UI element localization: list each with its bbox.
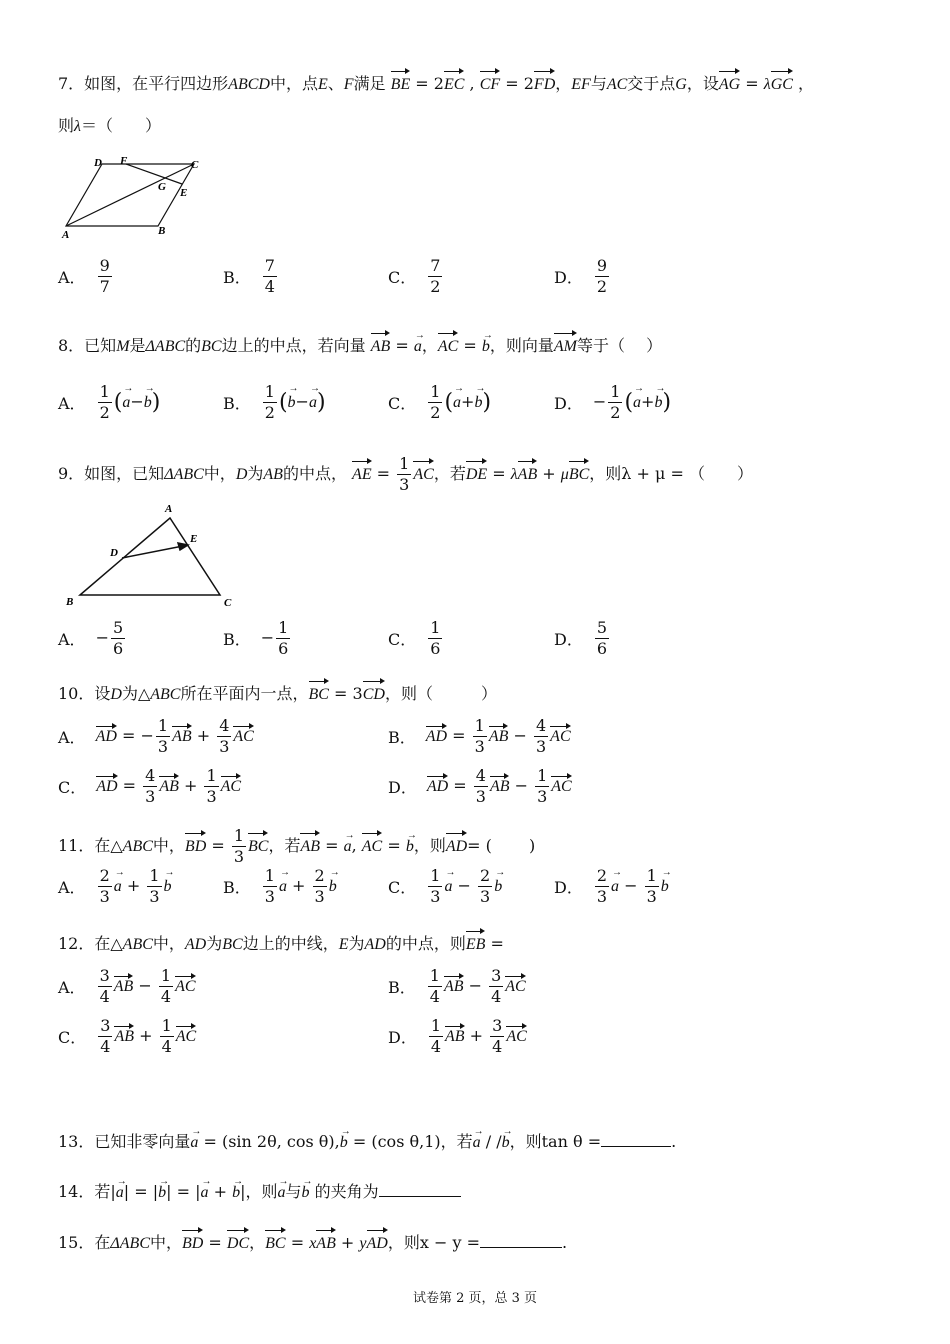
q11-option-c[interactable]: C． $\frac{1}{3}$ → a − $\frac{2}{3}$ → b	[388, 868, 502, 905]
question-7-parallelogram-figure	[58, 152, 208, 240]
q8-option-d[interactable]: D． − $\frac{1}{2}$ (→ a+→ b)	[554, 384, 671, 421]
q10-option-c[interactable]: C． AD = $\frac{4}{3}$ AB + $\frac{1}{3}$ AC	[58, 766, 242, 806]
q7-option-b[interactable]: B． $\frac{7}{4}$	[223, 256, 275, 296]
question-9-triangle-figure	[62, 500, 242, 612]
question-7-stem: 7．如图，在平行四边形ABCD中，点E、F满足 BE = 2EC , CF = 2FD，EF与AC交于点G，设AG = λGC ，	[58, 70, 910, 97]
q10-option-a[interactable]: A． AD = − $\frac{1}{3}$ AB + $\frac{4}{3}$ AC	[58, 716, 254, 756]
q7-option-d[interactable]: D． $\frac{9}{2}$	[554, 256, 608, 296]
question-9-stem: 9．如图，已知ΔABC中，D为AB的中点， AE = $\frac{1}{3}$ AC，若DE = λAB + μBC，则λ + μ = （ ）	[58, 454, 753, 494]
q7-option-c[interactable]: C． $\frac{7}{2}$	[388, 256, 441, 296]
label-E: E	[190, 533, 198, 545]
question-13-stem: 13．已知非零向量→ a = (sin 2θ, cos θ),→ b = (cos θ,1)，若→ a / /→ b，则tan θ = .	[58, 1130, 910, 1155]
q11-option-b[interactable]: B． $\frac{1}{3}$ → a + $\frac{2}{3}$ → b	[223, 868, 337, 905]
q8-option-c[interactable]: C． $\frac{1}{2}$ (→ a+→ b)	[388, 384, 491, 421]
q9-option-b[interactable]: B． − $\frac{1}{6}$	[223, 618, 289, 658]
label-D: D	[110, 547, 118, 559]
label-C: C	[224, 597, 232, 609]
q13-answer-blank[interactable]	[601, 1132, 671, 1147]
question-7-line2: 则λ＝（ ）	[58, 116, 161, 135]
label-B: B	[66, 596, 74, 608]
label-A: A	[165, 503, 173, 515]
q12-option-a[interactable]: A． $\frac{3}{4}$ AB − $\frac{1}{4}$ AC	[58, 966, 196, 1006]
q11-option-a[interactable]: A． $\frac{2}{3}$ → a + $\frac{1}{3}$ → b	[58, 868, 172, 905]
label-B: B	[158, 225, 166, 237]
label-C: C	[191, 159, 199, 171]
question-12-stem: 12．在△ABC中，AD为BC边上的中线，E为AD的中点，则EB =	[58, 930, 910, 957]
label-E: E	[180, 187, 188, 199]
q9-option-a[interactable]: A． − $\frac{5}{6}$	[58, 618, 124, 658]
q9-option-d[interactable]: D． $\frac{5}{6}$	[554, 618, 608, 658]
q12-option-c[interactable]: C． $\frac{3}{4}$ AB + $\frac{1}{4}$ AC	[58, 1016, 197, 1056]
q7-option-a[interactable]: A． $\frac{9}{7}$	[58, 256, 110, 296]
question-14-stem: 14．若|→ a| = |→ b| = |→ a + → b|，则→ a与→ b 的夹角为	[58, 1180, 910, 1205]
label-A: A	[62, 229, 70, 240]
label-G: G	[158, 181, 166, 193]
question-8-stem: 8．已知M是ΔABC的BC边上的中点，若向量 AB = → a，AC = → b，则向量AM等于（ ）	[58, 332, 910, 359]
page-footer: 试卷第 2 页，总 3 页	[412, 1291, 538, 1306]
label-F: F	[120, 155, 128, 167]
q10-option-b[interactable]: B． AD = $\frac{1}{3}$ AB − $\frac{4}{3}$ AC	[388, 716, 571, 756]
q12-option-d[interactable]: D． $\frac{1}{4}$ AB + $\frac{3}{4}$ AC	[388, 1016, 527, 1056]
q8-option-a[interactable]: A． $\frac{1}{2}$ (→ a−→ b)	[58, 384, 160, 421]
q12-option-b[interactable]: B． $\frac{1}{4}$ AB − $\frac{3}{4}$ AC	[388, 966, 526, 1006]
question-11-stem: 11．在△ABC中，BD = $\frac{1}{3}$ BC，若AB = → a, AC = → b，则AD= ( )	[58, 828, 910, 865]
question-15-stem: 15．在ΔABC中，BD = DC，BC = xAB + yAD，则x − y = .	[58, 1229, 910, 1256]
q15-answer-blank[interactable]	[480, 1233, 562, 1248]
question-10-stem: 10．设D为△ABC所在平面内一点，BC = 3CD，则（ ）	[58, 680, 910, 707]
label-D: D	[94, 157, 102, 169]
q11-option-d[interactable]: D． $\frac{2}{3}$ → a − $\frac{1}{3}$ → b	[554, 868, 669, 905]
q8-option-b[interactable]: B． $\frac{1}{2}$ (→ b−→ a)	[223, 384, 326, 421]
q9-option-c[interactable]: C． $\frac{1}{6}$	[388, 618, 441, 658]
q10-option-d[interactable]: D． AD = $\frac{4}{3}$ AB − $\frac{1}{3}$ AC	[388, 766, 572, 806]
q14-answer-blank[interactable]	[379, 1182, 461, 1197]
